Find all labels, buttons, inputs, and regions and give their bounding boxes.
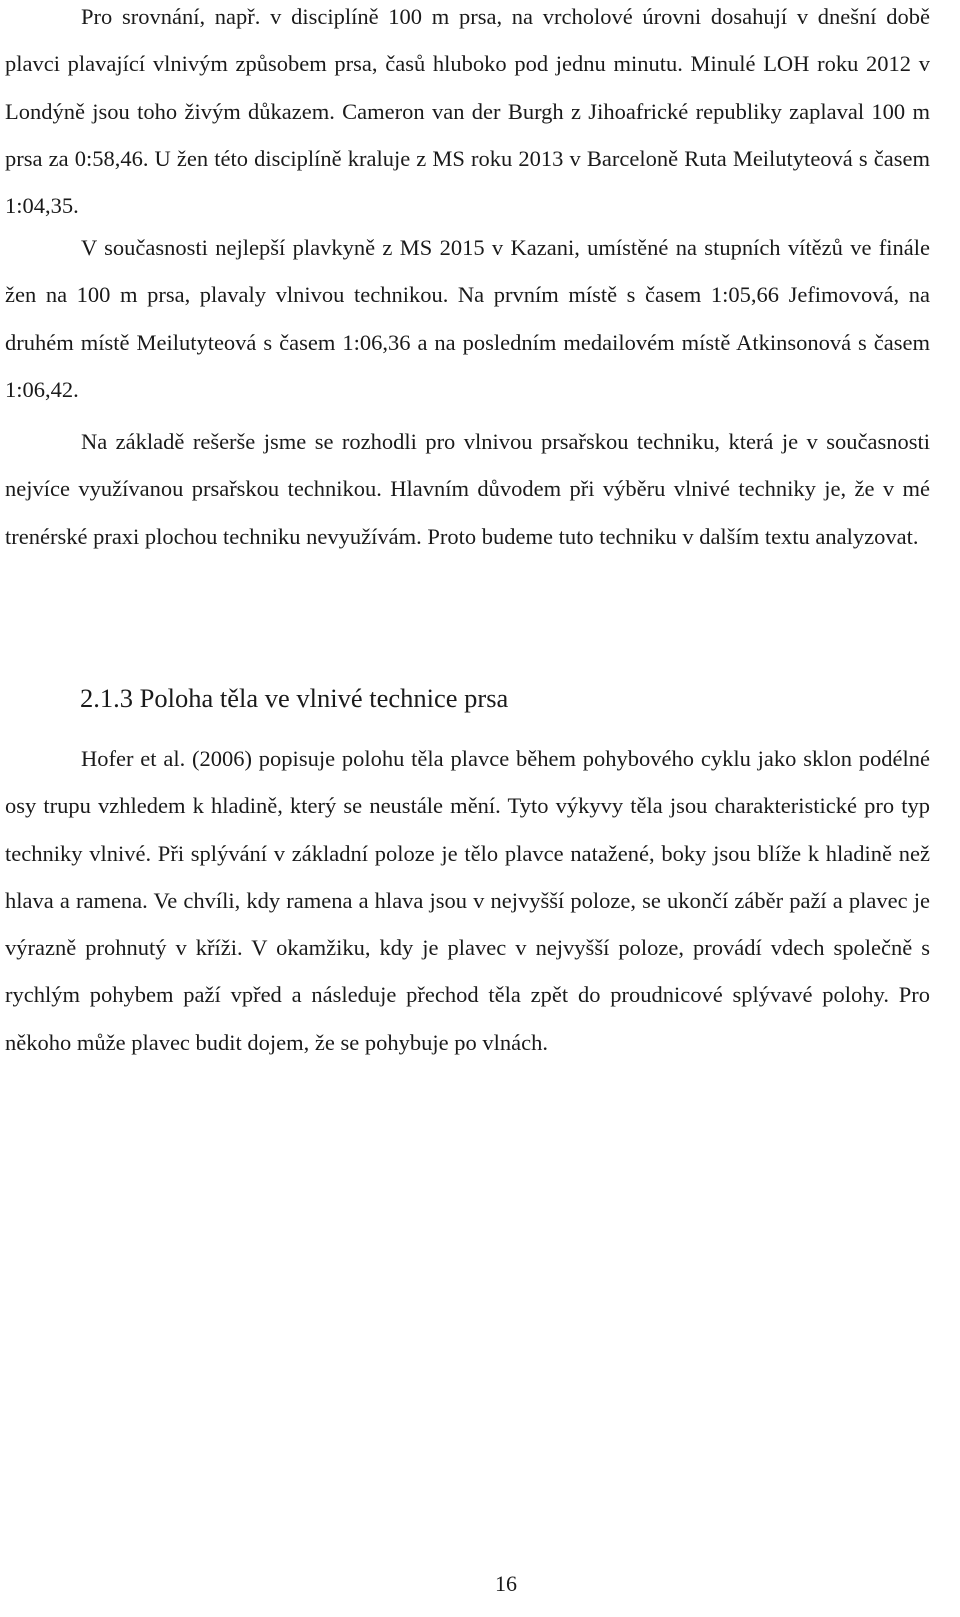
paragraph-ms-2015-kazan: V současnosti nejlepší plavkyně z MS 2015 v Kazani, umístěné na stupních vítězů ve finále žen na 100 m prsa, plavaly vlnivou technikou. Na prvním místě s časem 1:05,66 Jefimovová, na druhém místě Meilutyteová s časem 1:06,36 a na posledním medailovém místě Atkinsonová s časem 1:06,42.	[5, 235, 930, 402]
paragraph-body-position: Hofer et al. (2006) popisuje polohu těla plavce během pohybového cyklu jako sklon podélné osy trupu vzhledem k hladině, který se neustále mění. Tyto výkyvy těla jsou charakteristické pro typ techniky vlnivé. Při splývání v základní poloze je tělo plavce natažené, boky jsou blíže k hladině než hlava a ramena. Ve chvíli, kdy ramena a hlava jsou v nejvyšší poloze, se ukončí záběr paží a plavec je výrazně prohnutý v kříži. V okamžiku, kdy je plavec v nejvyšší poloze, provádí vdech společně s rychlým pohybem paží vpřed a následuje přechod těla zpět do proudnicové splývavé polohy. Pro někoho může plavec budit dojem, že se pohybuje po vlnách.	[5, 746, 930, 1055]
page-number: 16	[495, 1571, 517, 1596]
section-heading: 2.1.3 Poloha těla ve vlnivé technice prsa	[80, 683, 509, 713]
paragraph-technique-choice: Na základě rešerše jsme se rozhodli pro vlnivou prsařskou techniku, která je v současnosti nejvíce využívanou prsařskou technikou. Hlavním důvodem při výběru vlnivé techniky je, že v mé trenérské praxi plochou techniku nevyužívám. Proto budeme tuto techniku v dalším textu analyzovat.	[5, 429, 930, 549]
paragraph-comparison-times: Pro srovnání, např. v disciplíně 100 m prsa, na vrcholové úrovni dosahují v dnešní době plavci plavající vlnivým způsobem prsa, časů hluboko pod jednu minutu. Minulé LOH roku 2012 v Londýně jsou toho živým důkazem. Cameron van der Burgh z Jihoafrické republiky zaplaval 100 m prsa za 0:58,46. U žen této disciplíně kraluje z MS roku 2013 v Barceloně Ruta Meilutyteová s časem 1:04,35.	[5, 4, 930, 219]
